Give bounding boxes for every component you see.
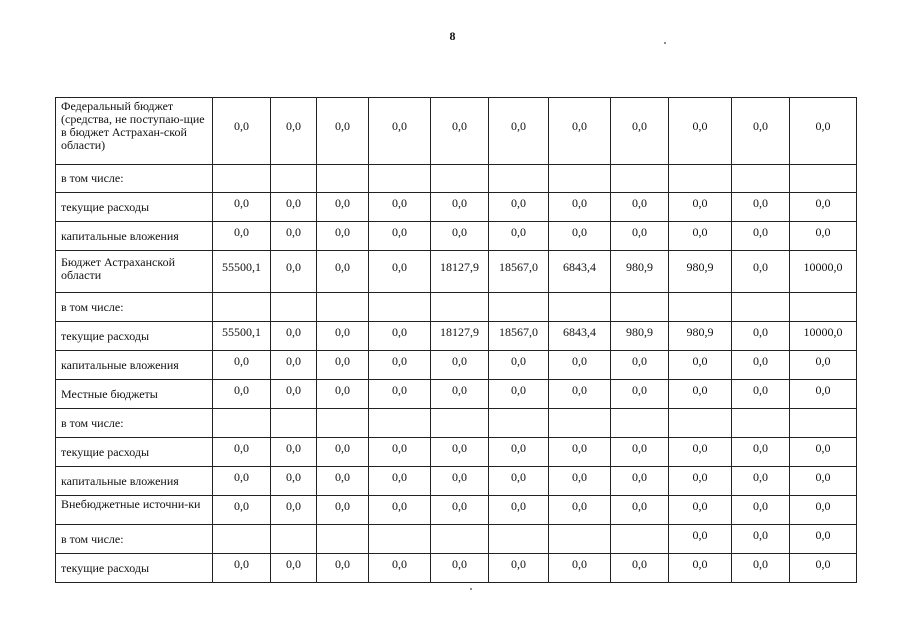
- value-cell: [732, 293, 790, 322]
- value-cell: 980,9: [669, 322, 732, 351]
- value-cell: 0,0: [790, 222, 857, 251]
- row-label: Бюджет Астраханской области: [56, 251, 213, 293]
- value-cell: 0,0: [271, 467, 317, 496]
- value-cell: 0,0: [669, 467, 732, 496]
- value-cell: [611, 165, 669, 193]
- value-cell: 6843,4: [549, 251, 611, 293]
- value-cell: 0,0: [271, 438, 317, 467]
- value-cell: 0,0: [549, 98, 611, 165]
- value-cell: 0,0: [790, 351, 857, 380]
- value-cell: 0,0: [489, 351, 549, 380]
- value-cell: 0,0: [369, 438, 431, 467]
- value-cell: 0,0: [549, 193, 611, 222]
- value-cell: 0,0: [790, 467, 857, 496]
- row-label: в том числе:: [56, 409, 213, 438]
- value-cell: 0,0: [611, 438, 669, 467]
- value-cell: 0,0: [489, 380, 549, 409]
- value-cell: 0,0: [489, 467, 549, 496]
- value-cell: 0,0: [317, 251, 369, 293]
- value-cell: 0,0: [213, 380, 271, 409]
- value-cell: 0,0: [369, 467, 431, 496]
- table-row: [56, 525, 857, 554]
- value-cell: 0,0: [669, 525, 732, 554]
- value-cell: [611, 525, 669, 554]
- value-cell: 0,0: [669, 98, 732, 165]
- value-cell: 0,0: [317, 98, 369, 165]
- value-cell: 0,0: [790, 193, 857, 222]
- value-cell: 0,0: [431, 496, 489, 525]
- value-cell: 0,0: [317, 554, 369, 583]
- value-cell: 0,0: [489, 98, 549, 165]
- value-cell: 0,0: [611, 380, 669, 409]
- value-cell: 0,0: [611, 193, 669, 222]
- value-cell: 0,0: [669, 222, 732, 251]
- value-cell: 0,0: [549, 438, 611, 467]
- value-cell: 0,0: [317, 193, 369, 222]
- value-cell: 0,0: [611, 351, 669, 380]
- value-cell: 0,0: [549, 380, 611, 409]
- value-cell: 0,0: [732, 98, 790, 165]
- value-cell: 0,0: [669, 193, 732, 222]
- value-cell: 10000,0: [790, 251, 857, 293]
- value-cell: 0,0: [271, 322, 317, 351]
- value-cell: [549, 165, 611, 193]
- value-cell: 0,0: [317, 351, 369, 380]
- value-cell: 0,0: [271, 98, 317, 165]
- value-cell: 0,0: [369, 351, 431, 380]
- value-cell: 0,0: [611, 98, 669, 165]
- value-cell: 0,0: [271, 193, 317, 222]
- value-cell: [271, 293, 317, 322]
- value-cell: 0,0: [369, 222, 431, 251]
- value-cell: 0,0: [369, 380, 431, 409]
- row-label: Внебюджетные источни-ки: [56, 496, 213, 525]
- row-label: текущие расходы: [56, 554, 213, 583]
- value-cell: 0,0: [317, 467, 369, 496]
- table-row: [56, 293, 857, 322]
- value-cell: 0,0: [732, 322, 790, 351]
- value-cell: 0,0: [549, 467, 611, 496]
- value-cell: [489, 165, 549, 193]
- value-cell: [317, 293, 369, 322]
- table-row: [56, 380, 857, 409]
- value-cell: 0,0: [431, 222, 489, 251]
- value-cell: 0,0: [790, 98, 857, 165]
- value-cell: 0,0: [669, 554, 732, 583]
- value-cell: 0,0: [732, 554, 790, 583]
- budget-table: [55, 97, 857, 583]
- value-cell: [489, 525, 549, 554]
- value-cell: [790, 409, 857, 438]
- value-cell: 0,0: [549, 222, 611, 251]
- value-cell: 0,0: [431, 554, 489, 583]
- value-cell: 0,0: [489, 222, 549, 251]
- value-cell: 0,0: [431, 467, 489, 496]
- value-cell: 0,0: [790, 438, 857, 467]
- row-label: в том числе:: [56, 293, 213, 322]
- value-cell: 0,0: [611, 222, 669, 251]
- value-cell: 0,0: [271, 496, 317, 525]
- value-cell: [317, 409, 369, 438]
- table-row: [56, 322, 857, 351]
- value-cell: 0,0: [271, 351, 317, 380]
- value-cell: 0,0: [271, 222, 317, 251]
- value-cell: 0,0: [213, 554, 271, 583]
- value-cell: 0,0: [317, 222, 369, 251]
- table-row: [56, 438, 857, 467]
- value-cell: [271, 165, 317, 193]
- value-cell: 0,0: [669, 438, 732, 467]
- value-cell: 0,0: [611, 554, 669, 583]
- value-cell: 0,0: [431, 438, 489, 467]
- value-cell: [669, 165, 732, 193]
- value-cell: 0,0: [271, 380, 317, 409]
- value-cell: 0,0: [611, 467, 669, 496]
- row-label: текущие расходы: [56, 193, 213, 222]
- value-cell: [369, 525, 431, 554]
- value-cell: 0,0: [611, 496, 669, 525]
- row-label: капитальные вложения: [56, 222, 213, 251]
- table-row: [56, 467, 857, 496]
- value-cell: [369, 165, 431, 193]
- value-cell: 0,0: [732, 222, 790, 251]
- row-label: Местные бюджеты: [56, 380, 213, 409]
- value-cell: 0,0: [549, 496, 611, 525]
- value-cell: 0,0: [732, 351, 790, 380]
- value-cell: [790, 293, 857, 322]
- value-cell: 0,0: [669, 351, 732, 380]
- value-cell: [611, 293, 669, 322]
- value-cell: 0,0: [732, 438, 790, 467]
- value-cell: [317, 525, 369, 554]
- value-cell: 0,0: [369, 251, 431, 293]
- value-cell: 18567,0: [489, 251, 549, 293]
- value-cell: 10000,0: [790, 322, 857, 351]
- value-cell: 0,0: [213, 496, 271, 525]
- value-cell: [669, 409, 732, 438]
- value-cell: 0,0: [213, 193, 271, 222]
- page-number: 8: [449, 29, 456, 43]
- value-cell: 0,0: [213, 467, 271, 496]
- value-cell: 0,0: [732, 251, 790, 293]
- value-cell: 0,0: [271, 251, 317, 293]
- value-cell: 0,0: [431, 380, 489, 409]
- value-cell: 0,0: [317, 438, 369, 467]
- row-label: текущие расходы: [56, 438, 213, 467]
- value-cell: 0,0: [271, 554, 317, 583]
- value-cell: 0,0: [489, 554, 549, 583]
- value-cell: 980,9: [611, 251, 669, 293]
- scan-speck: [470, 588, 472, 590]
- value-cell: 0,0: [790, 496, 857, 525]
- table-row: [56, 496, 857, 525]
- table-row: [56, 351, 857, 380]
- table-row: [56, 165, 857, 193]
- value-cell: 18127,9: [431, 251, 489, 293]
- value-cell: 0,0: [732, 193, 790, 222]
- value-cell: [489, 293, 549, 322]
- value-cell: [213, 525, 271, 554]
- value-cell: 0,0: [369, 496, 431, 525]
- value-cell: 18127,9: [431, 322, 489, 351]
- table-row: [56, 554, 857, 583]
- value-cell: [549, 409, 611, 438]
- value-cell: [431, 165, 489, 193]
- value-cell: 0,0: [732, 496, 790, 525]
- value-cell: [732, 165, 790, 193]
- row-label: текущие расходы: [56, 322, 213, 351]
- value-cell: 0,0: [489, 193, 549, 222]
- value-cell: 0,0: [669, 380, 732, 409]
- value-cell: [431, 409, 489, 438]
- value-cell: 0,0: [732, 467, 790, 496]
- value-cell: [611, 409, 669, 438]
- table-row: [56, 98, 857, 165]
- value-cell: 0,0: [431, 98, 489, 165]
- value-cell: 0,0: [369, 322, 431, 351]
- row-label: капитальные вложения: [56, 467, 213, 496]
- value-cell: 0,0: [213, 222, 271, 251]
- row-label: капитальные вложения: [56, 351, 213, 380]
- value-cell: 0,0: [317, 322, 369, 351]
- value-cell: 0,0: [489, 438, 549, 467]
- value-cell: [213, 165, 271, 193]
- value-cell: 0,0: [369, 98, 431, 165]
- value-cell: 0,0: [431, 351, 489, 380]
- value-cell: 0,0: [790, 525, 857, 554]
- value-cell: 980,9: [669, 251, 732, 293]
- value-cell: [732, 409, 790, 438]
- value-cell: 0,0: [213, 438, 271, 467]
- table-row: [56, 251, 857, 293]
- value-cell: [213, 409, 271, 438]
- value-cell: 0,0: [549, 554, 611, 583]
- value-cell: [317, 165, 369, 193]
- value-cell: 0,0: [790, 554, 857, 583]
- value-cell: [369, 293, 431, 322]
- value-cell: [549, 525, 611, 554]
- value-cell: 55500,1: [213, 251, 271, 293]
- value-cell: 0,0: [369, 193, 431, 222]
- value-cell: 0,0: [369, 554, 431, 583]
- value-cell: 6843,4: [549, 322, 611, 351]
- value-cell: [549, 293, 611, 322]
- table-row: [56, 222, 857, 251]
- value-cell: 0,0: [732, 380, 790, 409]
- value-cell: [431, 293, 489, 322]
- value-cell: 0,0: [732, 525, 790, 554]
- row-label: Федеральный бюджет (средства, не поступаю-щие в бюджет Астрахан-ской области): [56, 98, 213, 165]
- value-cell: [489, 409, 549, 438]
- value-cell: 55500,1: [213, 322, 271, 351]
- value-cell: 0,0: [317, 496, 369, 525]
- value-cell: [790, 165, 857, 193]
- value-cell: [271, 409, 317, 438]
- value-cell: 0,0: [431, 193, 489, 222]
- row-label: в том числе:: [56, 165, 213, 193]
- value-cell: 0,0: [489, 496, 549, 525]
- value-cell: 0,0: [317, 380, 369, 409]
- value-cell: [369, 409, 431, 438]
- scan-speck: [664, 42, 666, 44]
- value-cell: 0,0: [549, 351, 611, 380]
- value-cell: 0,0: [213, 351, 271, 380]
- value-cell: 0,0: [790, 380, 857, 409]
- value-cell: 980,9: [611, 322, 669, 351]
- value-cell: 18567,0: [489, 322, 549, 351]
- value-cell: [271, 525, 317, 554]
- value-cell: 0,0: [213, 98, 271, 165]
- table-row: [56, 409, 857, 438]
- value-cell: [213, 293, 271, 322]
- value-cell: 0,0: [669, 496, 732, 525]
- value-cell: [431, 525, 489, 554]
- table-row: [56, 193, 857, 222]
- row-label: в том числе:: [56, 525, 213, 554]
- value-cell: [669, 293, 732, 322]
